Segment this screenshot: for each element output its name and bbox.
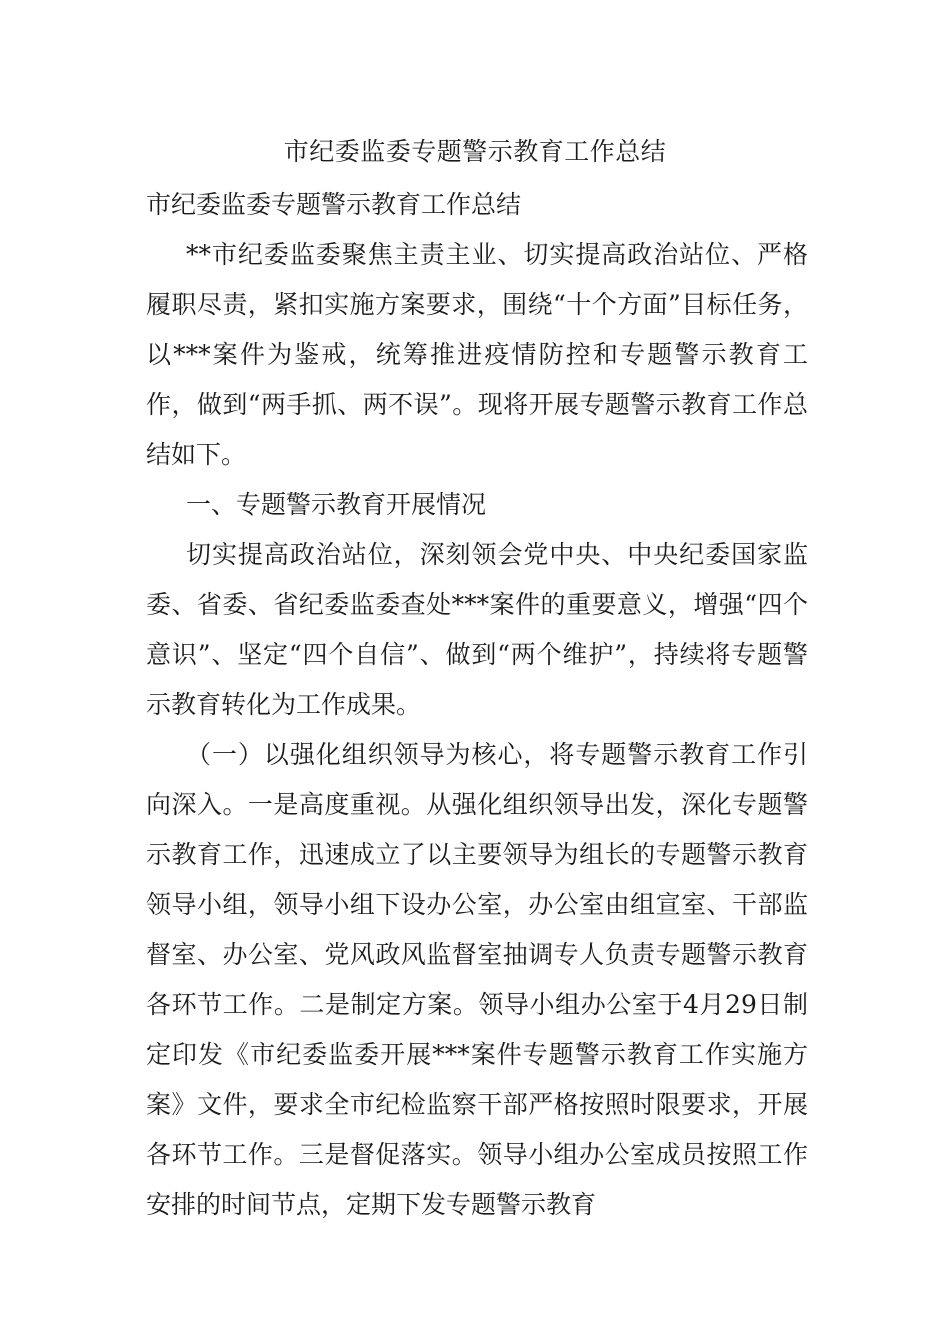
section-heading-1: 一、专题警示教育开展情况 bbox=[186, 490, 487, 519]
document-title: 市纪委监委专题警示教育工作总结 bbox=[283, 137, 667, 166]
section-paragraph-1: 切实提高政治站位，深刻领会党中央、中央纪委国家监委、省委、省纪委监委查处***案件的重要意义，增强“四个意识”、坚定“四个自信”、做到“两个维护”，持续将专题警示教育转化为工作成果。 bbox=[146, 540, 808, 719]
body-heading: 市纪委监委专题警示教育工作总结 bbox=[146, 190, 522, 219]
subsection-paragraph-1: （一）以强化组织领导为核心，将专题警示教育工作引向深入。一是高度重视。从强化组织领导出发，深化专题警示教育工作，迅速成立了以主要领导为组长的专题警示教育领导小组，领导小组下设办公室，办公室由组宣室、干部监督室、办公室、党风政风监督室抽调专人负责专题警示教育各环节工作。二是制定方案。领导小组办公室于4月29日制定印发《市纪委监委开展***案件专题警示教育工作实施方案》文件，要求全市纪检监察干部严格按照时限要求，开展各环节工作。三是督促落实。领导小组办公室成员按照工作安排的时间节点，定期下发专题警示教育 bbox=[146, 740, 808, 1219]
document-body bbox=[146, 180, 808, 1230]
intro-paragraph: **市纪委监委聚焦主责主业、切实提高政治站位、严格履职尽责，紧扣实施方案要求，围绕“十个方面”目标任务，以***案件为鉴戒，统筹推进疫情防控和专题警示教育工作，做到“两手抓、两不误”。现将开展专题警示教育工作总结如下。 bbox=[146, 240, 808, 469]
